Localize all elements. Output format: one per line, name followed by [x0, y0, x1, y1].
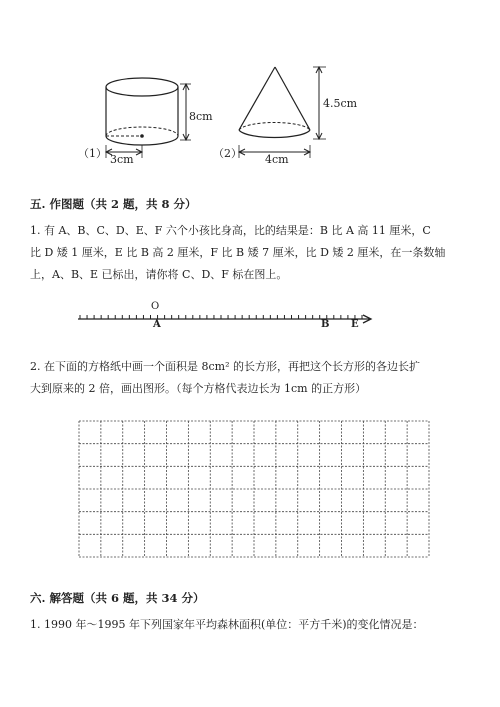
- question-5-2-text: [30, 356, 470, 400]
- question-6-1-text: 1. 1990 年～1995 年下列国家年平均森林面积(单位：平方千米)的变化情况是：: [30, 618, 424, 631]
- question-5-1-line-1: 1. 有 A、B、C、D、E、F 六个小孩比身高，比的结果是：B 比 A 高 11 厘米，C: [30, 224, 431, 237]
- question-5-2-line-2: 大到原来的 2 倍，画出图形。（每个方格代表边长为 1cm 的正方形）: [30, 382, 367, 395]
- cone-diameter-label: 4cm: [265, 153, 289, 166]
- section-6-title: 六. 解答题（共 6 题，共 34 分）: [30, 591, 205, 605]
- number-line-label-e: E: [351, 319, 359, 330]
- grid-paper[interactable]: [78, 420, 430, 558]
- cylinder-diameter-label: 3cm: [110, 153, 134, 166]
- number-line-label-b: B: [321, 319, 330, 330]
- question-5-1-line-3: 上，A、B、E 已标出，请你将 C、D、F 标在图上。: [30, 268, 288, 281]
- number-line: [70, 304, 380, 334]
- cone-height-label: 4.5cm: [323, 97, 358, 110]
- cone-figure: [239, 67, 326, 158]
- section-5-title: 五. 作图题（共 2 题，共 8 分）: [30, 197, 197, 211]
- question-5-1-text: [30, 220, 470, 286]
- solid-figures: [0, 0, 500, 175]
- cylinder-figure: [106, 78, 191, 158]
- question-5-1-line-2: 比 D 矮 1 厘米，E 比 B 高 2 厘米，F 比 B 矮 7 厘米，比 D 矮 2 厘米，在一条数轴: [30, 246, 446, 259]
- figure-1-label: （1）: [78, 147, 107, 160]
- question-5-2-line-1: 2. 在下面的方格纸中画一个面积是 8cm² 的长方形，再把这个长方形的各边长扩: [30, 360, 420, 373]
- figure-2-label: （2）: [213, 147, 242, 160]
- cylinder-height-label: 8cm: [189, 110, 213, 123]
- number-line-label-o: O: [151, 301, 160, 312]
- number-line-label-a: A: [153, 319, 161, 330]
